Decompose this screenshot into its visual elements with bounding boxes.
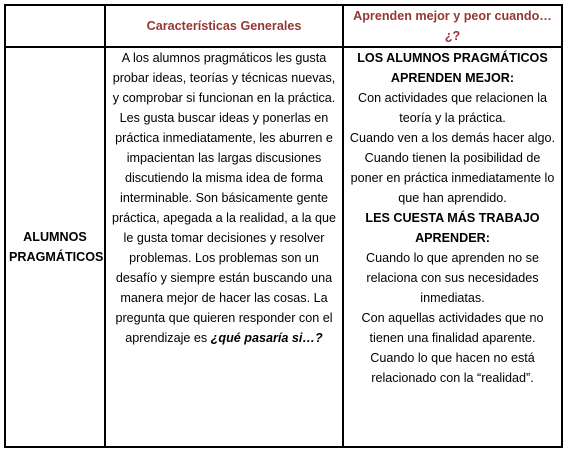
- learning-styles-table: [4, 4, 563, 448]
- header-row: [5, 5, 562, 47]
- learn-better-item: Cuando ven a los demás hacer algo.: [349, 131, 556, 145]
- characteristics-question: ¿qué pasaría si…?: [210, 331, 323, 345]
- learning-styles-table-container: [4, 4, 561, 448]
- learn-better-heading: LOS ALUMNOS PRAGMÁTICOS APRENDEN MEJOR:: [357, 51, 548, 85]
- row-label-pragmatic: ALUMNOS PRAGMÁTICOS: [5, 47, 105, 447]
- learn-worse-heading: LES CUESTA MÁS TRABAJO APRENDER:: [365, 211, 540, 245]
- learning-cell: [343, 47, 562, 447]
- header-learning: Aprenden mejor y peor cuando…¿?: [343, 5, 562, 47]
- pragmatic-row: [5, 47, 562, 447]
- learn-worse-item: Con aquellas actividades que no tienen una finalidad aparente.: [361, 311, 544, 345]
- header-empty-cell: [5, 5, 105, 47]
- learn-worse-item: Cuando lo que hacen no está relacionado con la “realidad”.: [370, 351, 535, 385]
- learn-better-item: Con actividades que relacionen la teoría y la práctica.: [357, 91, 548, 125]
- header-characteristics: Características Generales: [105, 5, 343, 47]
- characteristics-cell: [105, 47, 343, 447]
- learn-worse-item: Cuando lo que aprenden no se relaciona con sus necesidades inmediatas.: [366, 251, 539, 305]
- characteristics-text: A los alumnos pragmáticos les gusta probar ideas, teorías y técnicas nuevas, y comprobar si funcionan en la práctica. Les gusta buscar ideas y ponerlas en práctica inmediatamente, les aburren e impacientan las largas discusiones discutiendo la misma idea de forma interminable. Son básicamente gente práctica, apegada a la realidad, a la que le gusta tomar decisiones y resolver problemas. Los problemas son un desafío y siempre están buscando una manera mejor de hacer las cosas. La pregunta que quieren responder con el aprendizaje es: [111, 51, 337, 345]
- learn-better-item: Cuando tienen la posibilidad de poner en práctica inmediatamente lo que han aprendido.: [350, 151, 555, 205]
